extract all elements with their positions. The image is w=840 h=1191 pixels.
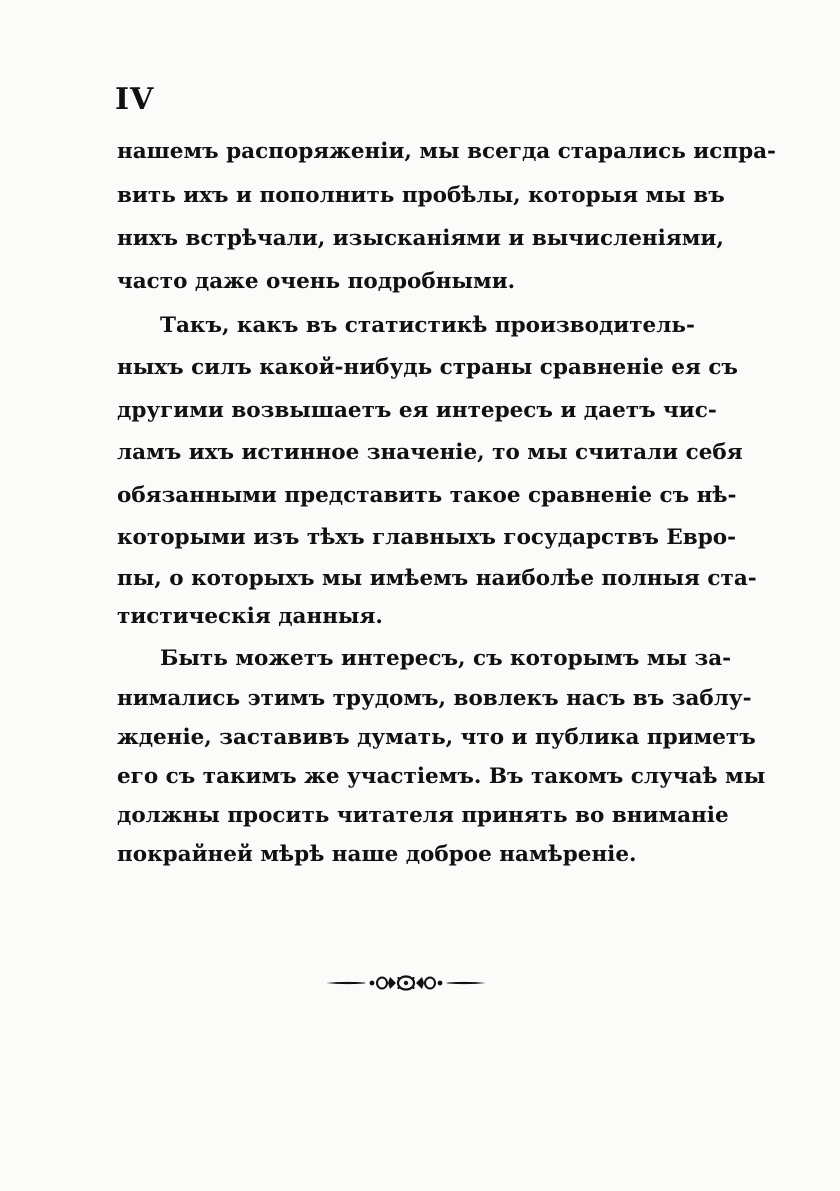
- text-line: Быть можетъ интересъ, съ которымъ мы за-: [160, 646, 732, 671]
- text-line: жденіе, заставивъ думать, что и публика приметъ: [117, 725, 756, 750]
- text-line: нашемъ распоряженіи, мы всегда старались испра-: [117, 139, 776, 164]
- text-line: которыми изъ тѣхъ главныхъ государствъ Евро-: [117, 525, 737, 550]
- text-line: обязанными представить такое сравненіе съ нѣ-: [117, 483, 737, 508]
- text-line: нихъ встрѣчали, изысканіями и вычисленіями,: [117, 226, 724, 251]
- text-line: пы, о которыхъ мы имѣемъ наиболѣе полныя ста-: [117, 566, 757, 591]
- text-line: часто даже очень подробными.: [117, 269, 516, 294]
- text-line: тистическія данныя.: [117, 604, 383, 629]
- text-line: его съ такимъ же участіемъ. Въ такомъ случаѣ мы: [117, 764, 766, 789]
- text-line: ламъ ихъ истинное значеніе, то мы считали себя: [117, 440, 743, 465]
- ornament-divider: [324, 973, 488, 993]
- text-line: вить ихъ и пополнить пробѣлы, которыя мы въ: [117, 183, 725, 208]
- text-line: Такъ, какъ въ статистикѣ производитель-: [160, 313, 695, 338]
- text-line: другими возвышаетъ ея интересъ и даетъ чис-: [117, 398, 717, 423]
- text-line: ныхъ силъ какой-нибудь страны сравненіе ея съ: [117, 355, 738, 380]
- text-line: нимались этимъ трудомъ, вовлекъ насъ въ заблу-: [117, 686, 752, 711]
- page-number: IV: [115, 82, 155, 117]
- text-line: должны просить читателя принять во вниманіе: [117, 803, 729, 828]
- text-line: покрайней мѣрѣ наше доброе намѣреніе.: [117, 842, 637, 867]
